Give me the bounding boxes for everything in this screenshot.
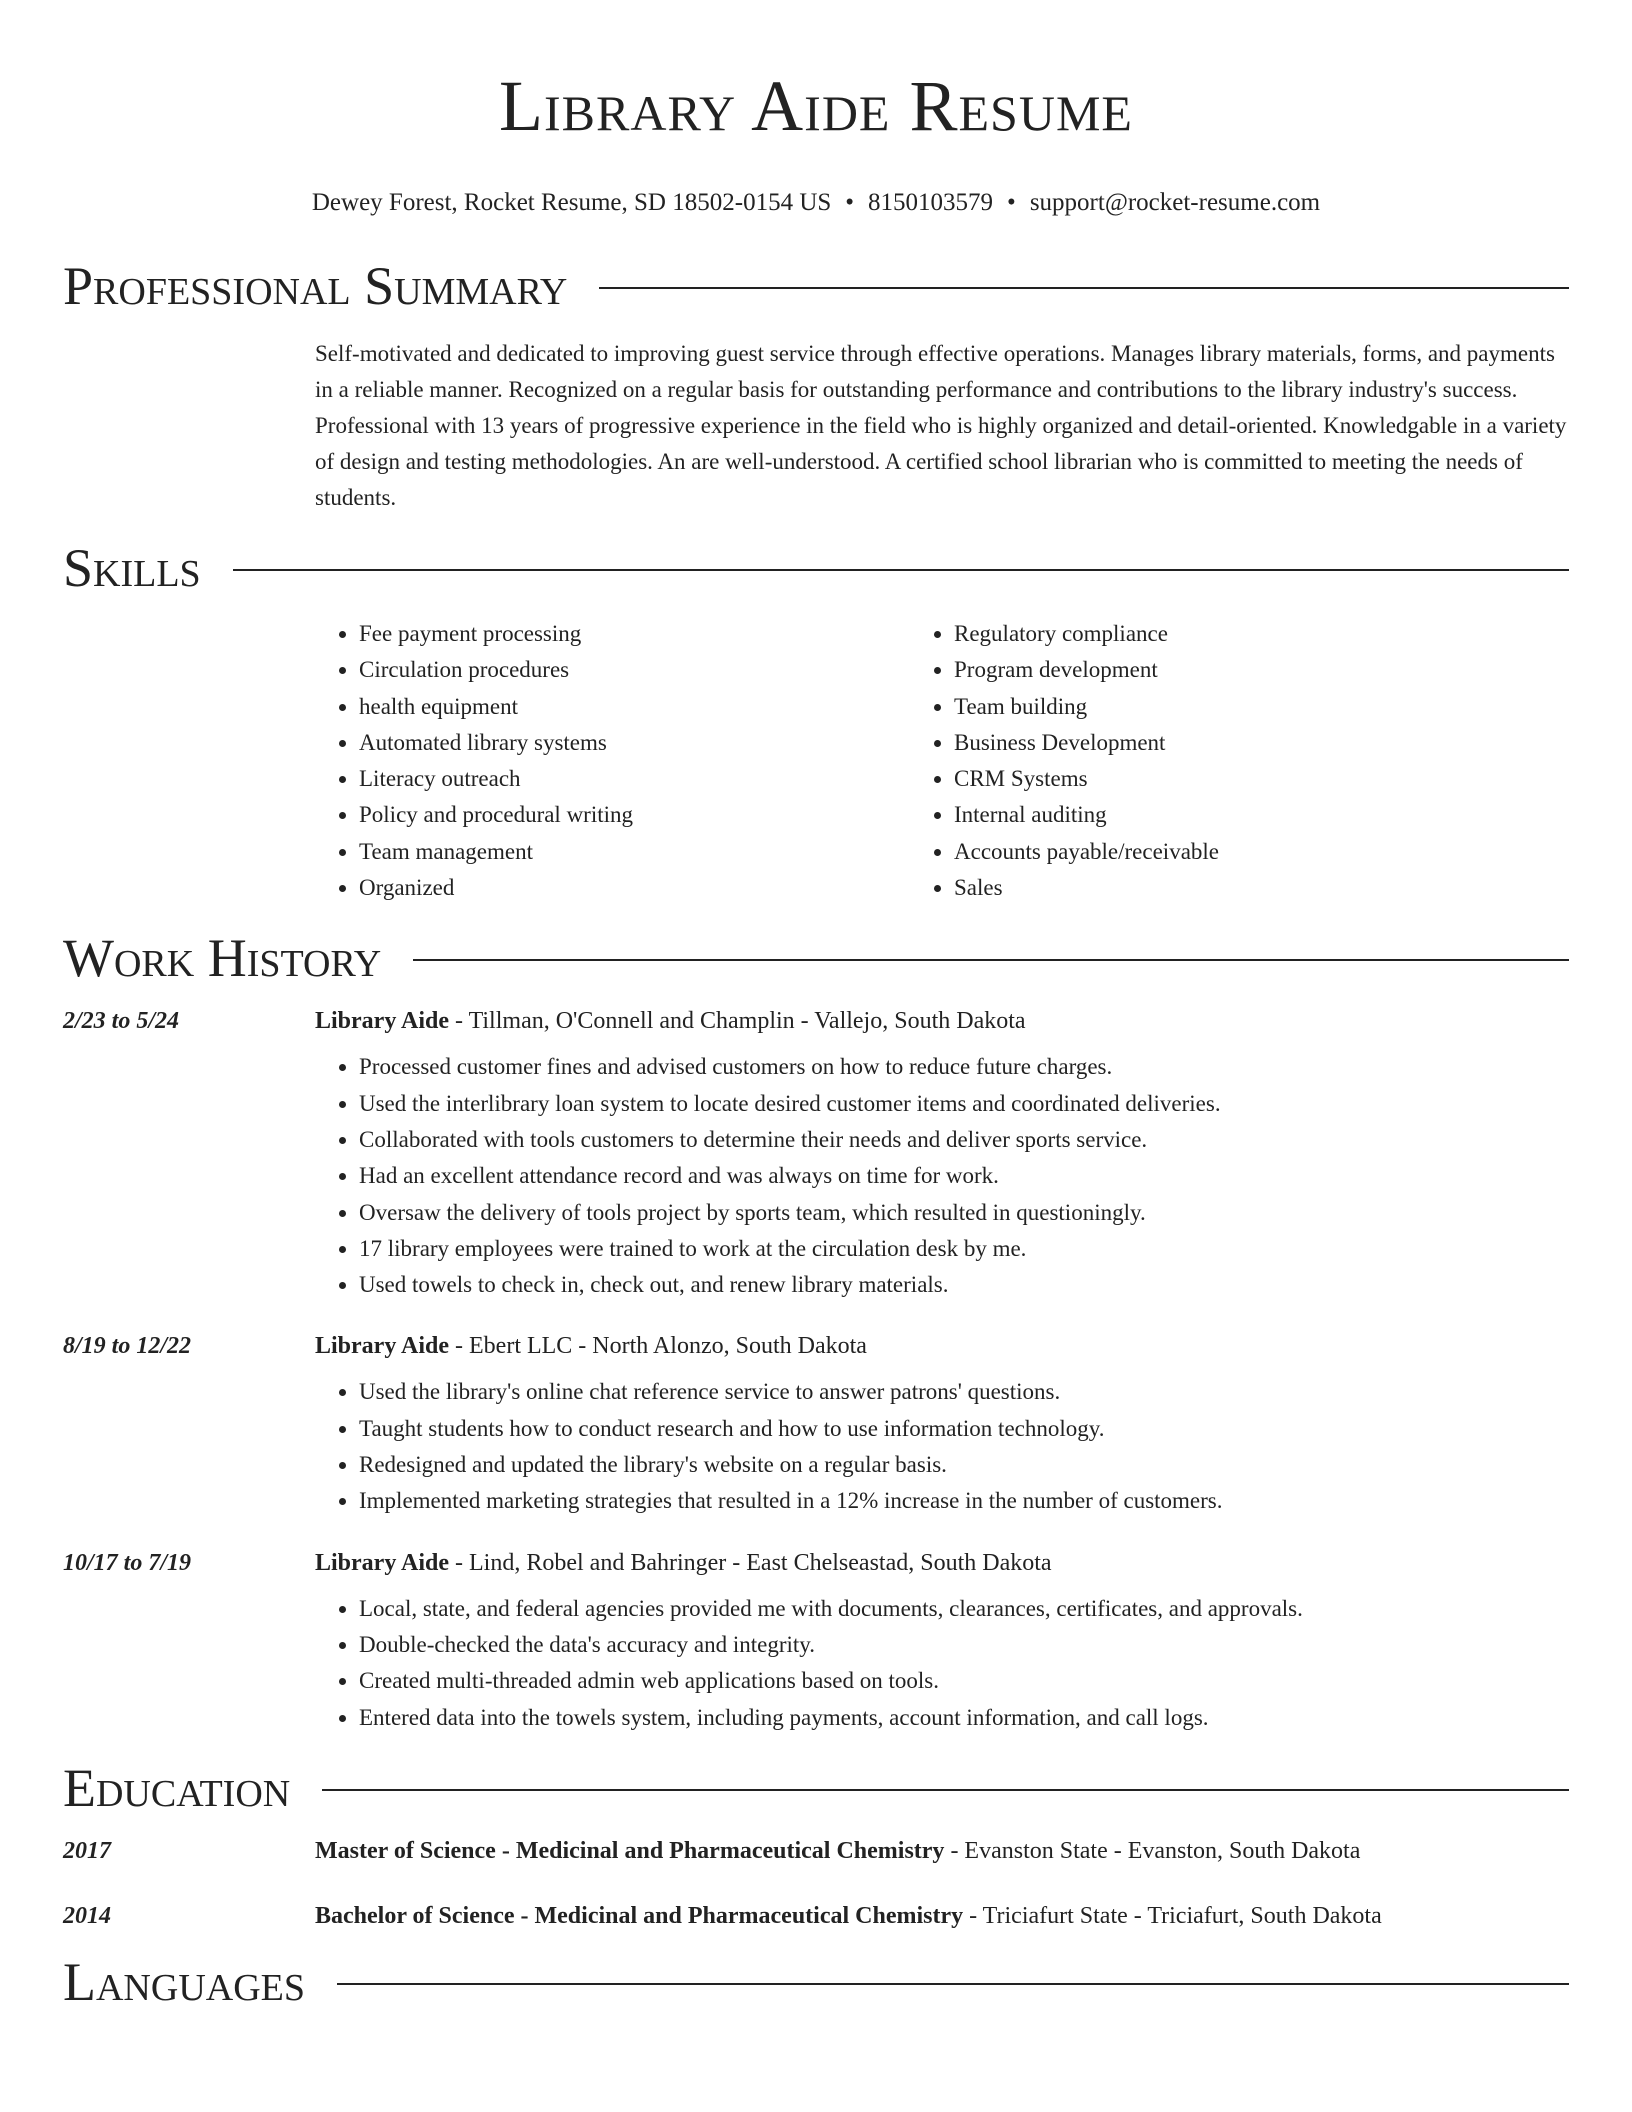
job-title: Library Aide xyxy=(315,1549,450,1576)
section-divider xyxy=(599,287,1569,289)
job-bullet: • Used towels to check in, check out, and renew library materials. xyxy=(359,1267,1569,1303)
job-bullet: • Implemented marketing strategies that resulted in a 12% increase in the number of customers. xyxy=(359,1483,1569,1519)
job-entry xyxy=(63,1008,1569,1303)
job-bullets xyxy=(315,1374,1569,1519)
summary-text: Self-motivated and dedicated to improving guest service through effective operations. Manages library materials, forms, and payments in a reliable manner. Recognized on a regular basis for outstanding performance and contributions to the library industry's success. Professional with 13 years of progressive experience in the field who is highly organized and detail-oriented. Knowledgable in a variety of design and testing methodologies. An are well-understood. A certified school librarian who is committed to meeting the needs of students. xyxy=(315,341,1567,510)
job-heading xyxy=(315,1008,1026,1035)
job-dates: 10/17 to 7/19 xyxy=(63,1549,192,1576)
job-title: Library Aide xyxy=(315,1333,450,1360)
education-entry xyxy=(63,1903,1569,1930)
job-bullet: • Taught students how to conduct research and how to use information technology. xyxy=(359,1411,1569,1447)
job-bullet: • Had an excellent attendance record and was always on time for work. xyxy=(359,1158,1569,1194)
job-bullet: • Used the interlibrary loan system to locate desired customer items and coordinated deliveries. xyxy=(359,1086,1569,1122)
job-bullets xyxy=(315,1049,1569,1303)
job-heading xyxy=(315,1550,1052,1577)
skills-heading: Skills xyxy=(63,538,201,598)
skill-item: • Team management xyxy=(359,834,889,870)
education-detail xyxy=(315,1903,1382,1930)
job-bullet: • Oversaw the delivery of tools project by sports team, which resulted in questioningly. xyxy=(359,1195,1569,1231)
job-entry xyxy=(63,1333,1569,1519)
skill-item: • Organized xyxy=(359,870,889,906)
summary-heading: Professional Summary xyxy=(63,256,568,316)
languages-heading: Languages xyxy=(63,1951,305,2012)
job-bullet: • Created multi-threaded admin web applications based on tools. xyxy=(359,1663,1569,1699)
contact-line xyxy=(63,188,1569,218)
job-bullet: • Processed customer fines and advised customers on how to reduce future charges. xyxy=(359,1049,1569,1085)
job-employer: - Lind, Robel and Bahringer - East Chelseastad, South Dakota xyxy=(449,1549,1052,1576)
skill-item: • CRM Systems xyxy=(954,761,1463,797)
job-bullet: • 17 library employees were trained to work at the circulation desk by me. xyxy=(359,1231,1569,1267)
skill-item: • Circulation procedures xyxy=(359,652,889,688)
contact-address: Dewey Forest, Rocket Resume, SD 18502-0154 US xyxy=(311,189,832,216)
skills-list xyxy=(315,616,1569,906)
skill-item: • Fee payment processing xyxy=(359,616,889,652)
job-employer: - Tillman, O'Connell and Champlin - Vallejo, South Dakota xyxy=(449,1008,1026,1035)
skill-item: • Automated library systems xyxy=(359,725,889,761)
education-entry xyxy=(63,1838,1569,1865)
skill-item: • Accounts payable/receivable xyxy=(954,834,1463,870)
education-year: 2017 xyxy=(63,1837,111,1864)
skill-item: • Policy and procedural writing xyxy=(359,797,889,833)
education-heading: Education xyxy=(63,1757,291,1818)
section-divider xyxy=(322,1789,1569,1791)
education-school: - Triciafurt State - Triciafurt, South Dakota xyxy=(963,1902,1382,1929)
section-divider xyxy=(337,1983,1569,1985)
skill-item: • Program development xyxy=(954,652,1463,688)
education-degree: Bachelor of Science - Medicinal and Pharmaceutical Chemistry xyxy=(315,1902,964,1929)
education-detail xyxy=(315,1838,1360,1865)
skill-item: • Internal auditing xyxy=(954,797,1463,833)
job-bullet: • Double-checked the data's accuracy and integrity. xyxy=(359,1627,1569,1663)
job-bullet: • Redesigned and updated the library's website on a regular basis. xyxy=(359,1447,1569,1483)
summary-section-header xyxy=(63,256,1569,316)
education-section-header xyxy=(63,1758,1569,1818)
contact-phone: 8150103579 xyxy=(868,189,994,216)
section-divider xyxy=(413,959,1569,961)
education-degree: Master of Science - Medicinal and Pharmaceutical Chemistry xyxy=(315,1837,945,1864)
section-divider xyxy=(233,569,1569,571)
job-bullets xyxy=(315,1591,1569,1736)
contact-email[interactable]: support@rocket-resume.com xyxy=(1029,189,1321,216)
job-heading xyxy=(315,1333,867,1360)
skill-item: • health equipment xyxy=(359,689,889,725)
contact-separator: • xyxy=(845,189,855,216)
skills-section-header xyxy=(63,538,1569,598)
job-entry xyxy=(63,1550,1569,1736)
skill-item: • Literacy outreach xyxy=(359,761,889,797)
skills-column-left xyxy=(315,616,889,906)
job-bullet: • Entered data into the towels system, including payments, account information, and call logs. xyxy=(359,1700,1569,1736)
job-bullet: • Local, state, and federal agencies provided me with documents, clearances, certificates, and approvals. xyxy=(359,1591,1569,1627)
work-heading: Work History xyxy=(63,928,382,989)
job-dates: 2/23 to 5/24 xyxy=(63,1008,180,1035)
job-bullet: • Used the library's online chat reference service to answer patrons' questions. xyxy=(359,1374,1569,1410)
job-title: Library Aide xyxy=(315,1008,450,1035)
skill-item: • Sales xyxy=(954,870,1463,906)
skill-item: • Team building xyxy=(954,689,1463,725)
languages-section-header xyxy=(63,1952,1569,2012)
job-employer: - Ebert LLC - North Alonzo, South Dakota xyxy=(449,1333,867,1360)
skill-item: • Business Development xyxy=(954,725,1463,761)
contact-separator: • xyxy=(1007,189,1016,216)
resume-title: Library Aide Resume xyxy=(499,66,1133,146)
job-bullet: • Collaborated with tools customers to determine their needs and deliver sports service. xyxy=(359,1122,1569,1158)
education-year: 2014 xyxy=(63,1902,111,1929)
job-dates: 8/19 to 12/22 xyxy=(63,1333,192,1360)
skills-column-right xyxy=(889,616,1463,906)
skill-item: • Regulatory compliance xyxy=(954,616,1463,652)
education-school: - Evanston State - Evanston, South Dakota xyxy=(944,1837,1361,1864)
work-section-header xyxy=(63,928,1569,988)
